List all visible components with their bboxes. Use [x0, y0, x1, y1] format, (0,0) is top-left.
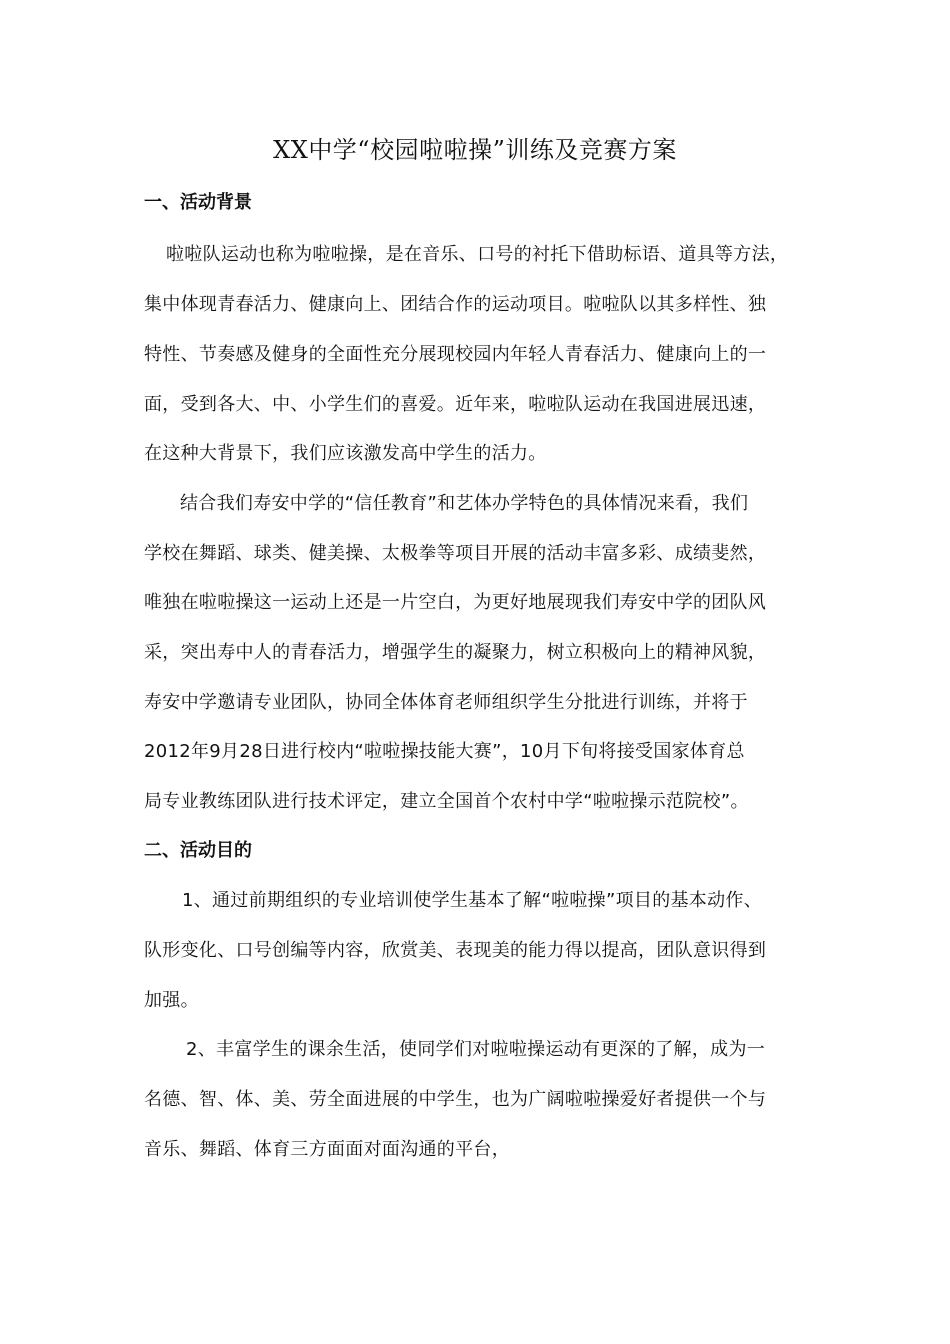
paragraph-line: 结合我们寿安中学的“信任教育”和艺体办学特色的具体情况来看，我们: [180, 493, 749, 514]
list-item-line: 名德、智、体、美、劳全面进展的中学生，也为广阔啦啦操爱好者提供一个与: [144, 1089, 767, 1110]
paragraph-line: 唯独在啦啦操这一运动上还是一片空白，为更好地展现我们寿安中学的团队风: [144, 592, 767, 613]
paragraph-line: 啦啦队运动也称为啦啦操，是在音乐、口号的衬托下借助标语、道具等方法，: [166, 244, 789, 265]
paragraph-line: 特性、节奏感及健身的全面性充分展现校园内年轻人青春活力、健康向上的一: [144, 344, 767, 365]
paragraph-line: 面，受到各大、中、小学生们的喜爱。近年来，啦啦队运动在我国进展迅速，: [144, 394, 767, 415]
document-title: XX中学“校园啦啦操”训练及竞赛方案: [273, 136, 677, 164]
paragraph-line: 学校在舞蹈、球类、健美操、太极拳等项目开展的活动丰富多彩、成绩斐然，: [144, 543, 767, 564]
section-heading-background: 一、活动背景: [144, 192, 252, 213]
list-item-line: 队形变化、口号创编等内容，欣赏美、表现美的能力得以提高，团队意识得到: [144, 940, 767, 961]
paragraph-line: 2012年9月28日进行校内“啦啦操技能大赛”，10月下旬将接受国家体育总: [144, 741, 745, 762]
paragraph-line: 集中体现青春活力、健康向上、团结合作的运动项目。啦啦队以其多样性、独: [144, 294, 767, 315]
list-item-line: 2、丰富学生的课余生活，使同学们对啦啦操运动有更深的了解，成为一: [186, 1039, 766, 1060]
paragraph-line: 在这种大背景下，我们应该激发高中学生的活力。: [144, 443, 547, 464]
list-item-line: 加强。: [144, 990, 199, 1011]
paragraph-line: 采，突出寿中人的青春活力，增强学生的凝聚力，树立积极向上的精神风貌，: [144, 642, 767, 663]
list-item-line: 音乐、舞蹈、体育三方面面对面沟通的平台，: [144, 1139, 510, 1160]
paragraph-line: 局专业教练团队进行技术评定，建立全国首个农村中学“啦啦操示范院校”。: [144, 791, 749, 812]
section-heading-purpose: 二、活动目的: [144, 840, 252, 861]
list-item-line: 1、通过前期组织的专业培训使学生基本了解“啦啦操”项目的基本动作、: [182, 890, 762, 911]
paragraph-line: 寿安中学邀请专业团队，协同全体体育老师组织学生分批进行训练，并将于: [144, 692, 748, 713]
